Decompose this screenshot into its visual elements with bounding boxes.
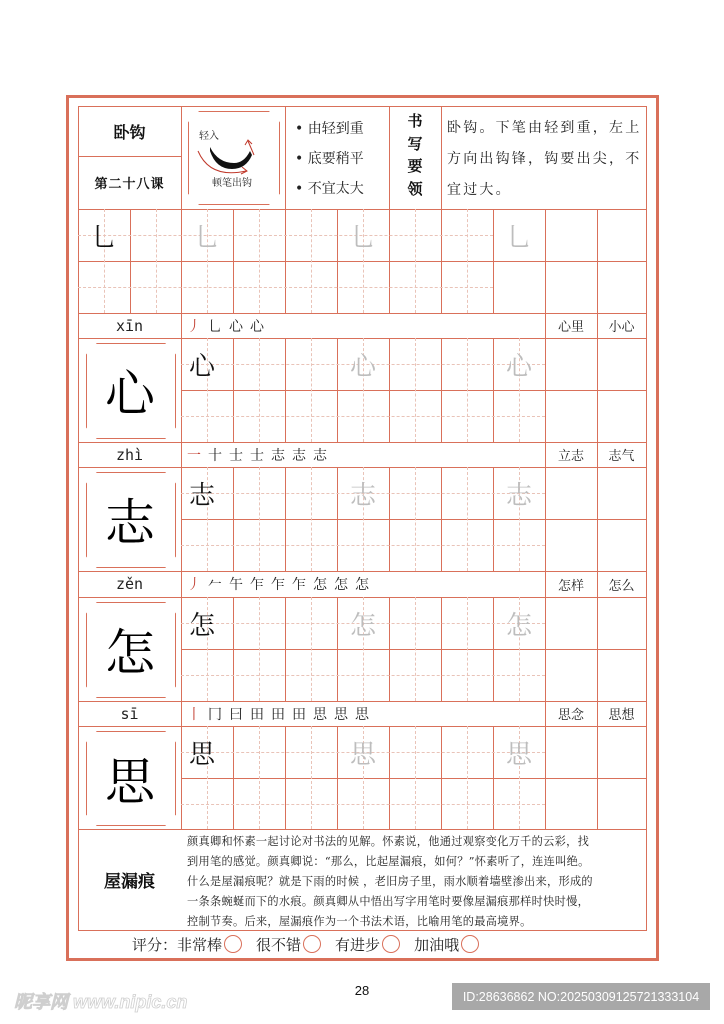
grid-line bbox=[181, 442, 182, 467]
stroke-step: 乍 bbox=[292, 577, 307, 593]
essentials-title-char: 写 bbox=[407, 134, 423, 153]
story-line: 到用笔的感觉。颜真卿说：“那么，比起屋漏痕，如何？”怀素听了，连连叫绝。 bbox=[187, 855, 590, 868]
story-text bbox=[187, 832, 645, 932]
grid-line bbox=[130, 209, 131, 313]
stroke-step: 士 bbox=[250, 447, 265, 464]
vocab-word: 怎样 bbox=[557, 578, 584, 594]
guide-line bbox=[415, 597, 416, 701]
guide-line bbox=[259, 338, 260, 442]
trace-character: 志 bbox=[505, 480, 532, 511]
guide-line bbox=[415, 467, 416, 571]
stroke-trace-glyph: 乚 bbox=[349, 222, 376, 253]
vocab-word: 立志 bbox=[557, 449, 584, 464]
stroke-step: 乚 bbox=[208, 318, 223, 335]
tip-item: • 由轻到重 bbox=[295, 121, 364, 137]
stroke-step: 心 bbox=[250, 318, 265, 335]
guide-line bbox=[311, 597, 312, 701]
guide-line bbox=[311, 726, 312, 829]
guide-line bbox=[311, 338, 312, 442]
trace-character: 心 bbox=[349, 351, 376, 382]
stroke-trace-glyph: 乚 bbox=[193, 222, 220, 253]
big-character: 怎 bbox=[105, 624, 155, 682]
pinyin-label: xīn bbox=[115, 316, 144, 335]
stroke-trace-glyph: 乚 bbox=[505, 222, 532, 253]
big-character: 志 bbox=[105, 494, 155, 552]
big-character: 心 bbox=[105, 365, 155, 423]
grid-line bbox=[181, 571, 182, 597]
guide-line bbox=[259, 209, 260, 313]
model-character: 思 bbox=[189, 739, 216, 770]
stroke-step: 乍 bbox=[250, 577, 265, 593]
stroke-order-sequence bbox=[187, 442, 334, 467]
score-circle-checkbox[interactable] bbox=[461, 935, 479, 953]
model-character: 心 bbox=[189, 351, 216, 382]
score-circle-checkbox[interactable] bbox=[303, 935, 321, 953]
grid-line bbox=[181, 778, 646, 779]
vocab-word: 志气 bbox=[608, 449, 635, 464]
lesson-label: 第二十八课 bbox=[94, 177, 165, 192]
stroke-step: 思 bbox=[355, 706, 370, 723]
pinyin-label: zěn bbox=[115, 575, 144, 593]
story-line: 什么是屋漏痕呢？就是下雨的时候 ，老旧房子里，雨水顺着墙壁渗出来，形成的 bbox=[187, 875, 593, 888]
stroke-order-sequence bbox=[187, 571, 376, 597]
stroke-step: 怎 bbox=[355, 577, 370, 593]
stroke-step: 𠂉 bbox=[208, 577, 223, 593]
grid-line bbox=[545, 209, 546, 313]
guide-line bbox=[181, 416, 545, 417]
stroke-step: 思 bbox=[334, 706, 349, 723]
diagram-pause-label: 顿笔出钩 bbox=[212, 178, 252, 189]
stroke-step: 怎 bbox=[313, 577, 328, 593]
guide-line bbox=[259, 726, 260, 829]
grid-line bbox=[181, 649, 646, 650]
trace-character: 思 bbox=[505, 739, 532, 770]
stroke-step: 田 bbox=[292, 706, 307, 723]
stroke-name: 卧钩 bbox=[113, 122, 146, 142]
stroke-step: 志 bbox=[271, 447, 286, 464]
site-watermark-logo: 昵享网 www.nipic.cn bbox=[14, 992, 188, 1012]
model-character: 志 bbox=[189, 480, 216, 511]
story-line: 一条条蜿蜒而下的水痕。颜真卿从中悟出写字用笔时要像屋漏痕那样时快时慢， bbox=[187, 895, 590, 908]
stroke-order-sequence bbox=[187, 313, 271, 338]
stroke-step: 心 bbox=[229, 318, 244, 335]
trace-character: 志 bbox=[349, 480, 376, 511]
guide-line bbox=[181, 804, 545, 805]
guide-line bbox=[311, 209, 312, 313]
grid-line bbox=[78, 261, 646, 262]
stroke-model-glyph: 乚 bbox=[90, 222, 117, 253]
image-id-badge: ID:28636862 NO:20250309125721333104 bbox=[452, 983, 710, 1010]
stroke-diagram bbox=[188, 111, 278, 203]
tips-list bbox=[295, 114, 389, 204]
grid-line bbox=[441, 106, 442, 209]
vocab-word: 小心 bbox=[608, 320, 635, 335]
stroke-step: 乍 bbox=[271, 577, 286, 593]
scoring-label: 评分： bbox=[132, 935, 178, 954]
grid-line bbox=[441, 209, 442, 313]
stroke-step: 怎 bbox=[334, 577, 349, 593]
score-option-label: 非常棒 bbox=[177, 935, 223, 954]
grid-line bbox=[181, 106, 182, 209]
pinyin-label: sī bbox=[120, 704, 139, 723]
page-number: 28 bbox=[354, 983, 370, 998]
grid-line bbox=[181, 701, 182, 726]
vocab-word: 思念 bbox=[557, 708, 584, 723]
stroke-step: 午 bbox=[229, 577, 244, 593]
stroke-order-sequence bbox=[187, 701, 376, 726]
big-character: 思 bbox=[105, 752, 155, 811]
stroke-step: 十 bbox=[208, 447, 223, 464]
essentials-title-char: 要 bbox=[407, 157, 423, 175]
wogou-stroke-glyph bbox=[210, 147, 252, 169]
entry-arrowhead bbox=[241, 167, 247, 174]
stroke-step: 丿 bbox=[187, 577, 202, 593]
guide-line bbox=[415, 209, 416, 313]
stroke-step: 曰 bbox=[229, 706, 244, 723]
pinyin-label: zhì bbox=[115, 445, 144, 464]
guide-line bbox=[467, 726, 468, 829]
tip-item: • 不宜太大 bbox=[295, 181, 364, 197]
scoring-bar bbox=[132, 933, 493, 955]
guide-line bbox=[181, 545, 545, 546]
essentials-title bbox=[389, 110, 441, 200]
model-character: 怎 bbox=[189, 610, 216, 641]
grid-line bbox=[597, 209, 598, 313]
grid-line bbox=[285, 106, 286, 209]
score-option-label: 加油哦 bbox=[414, 935, 460, 954]
diagram-light-in-label: 轻入 bbox=[199, 131, 219, 142]
guide-line bbox=[467, 597, 468, 701]
stroke-step: 田 bbox=[271, 706, 286, 723]
trace-character: 心 bbox=[505, 351, 532, 382]
guide-line bbox=[78, 287, 493, 288]
score-option-label: 很不错 bbox=[256, 935, 302, 954]
guide-line bbox=[259, 597, 260, 701]
stroke-step: 士 bbox=[229, 447, 244, 464]
stroke-step: 冂 bbox=[208, 706, 223, 723]
story-line: 控制节奏。后来，屋漏痕作为一个书法术语，比喻用笔的最高境界。 bbox=[187, 915, 532, 928]
score-circle-checkbox[interactable] bbox=[382, 935, 400, 953]
vocab-word: 思想 bbox=[608, 708, 635, 723]
vocab-word: 怎么 bbox=[608, 578, 635, 594]
guide-line bbox=[467, 338, 468, 442]
story-title: 屋漏痕 bbox=[104, 872, 155, 892]
grid-line bbox=[181, 390, 646, 391]
tip-item: • 底要稍平 bbox=[295, 151, 364, 167]
score-circle-checkbox[interactable] bbox=[224, 935, 242, 953]
guide-line bbox=[78, 235, 493, 236]
story-line: 颜真卿和怀素一起讨论对书法的见解。怀素说，他通过观察变化万千的云彩，找 bbox=[187, 835, 590, 848]
trace-character: 怎 bbox=[505, 610, 532, 641]
stroke-step: 志 bbox=[292, 447, 307, 464]
stroke-step: 田 bbox=[250, 706, 265, 723]
stroke-step: 丨 bbox=[187, 706, 202, 723]
grid-line bbox=[181, 519, 646, 520]
stroke-step: 一 bbox=[187, 447, 202, 464]
grid-line bbox=[233, 209, 234, 313]
guide-line bbox=[259, 467, 260, 571]
guide-line bbox=[467, 467, 468, 571]
stroke-step: 志 bbox=[313, 447, 328, 464]
essentials-title-char: 书 bbox=[407, 112, 423, 130]
guide-line bbox=[311, 467, 312, 571]
guide-line bbox=[181, 675, 545, 676]
guide-line bbox=[415, 338, 416, 442]
stroke-step: 丿 bbox=[187, 318, 202, 335]
grid-line bbox=[181, 313, 182, 338]
guide-line bbox=[415, 726, 416, 829]
essentials-title-char: 领 bbox=[407, 179, 423, 198]
stroke-step: 思 bbox=[313, 706, 328, 723]
guide-line bbox=[156, 209, 157, 313]
trace-character: 思 bbox=[349, 739, 376, 770]
essentials-text: 卧钩。下笔由轻到重，左上方向出钩锋，钩要出尖，不宜过大。 bbox=[447, 120, 642, 198]
vocab-word: 心里 bbox=[557, 320, 584, 335]
score-option-label: 有进步 bbox=[335, 935, 381, 954]
grid-line bbox=[389, 209, 390, 313]
grid-line bbox=[285, 209, 286, 313]
guide-line bbox=[467, 209, 468, 313]
trace-character: 怎 bbox=[349, 610, 376, 641]
